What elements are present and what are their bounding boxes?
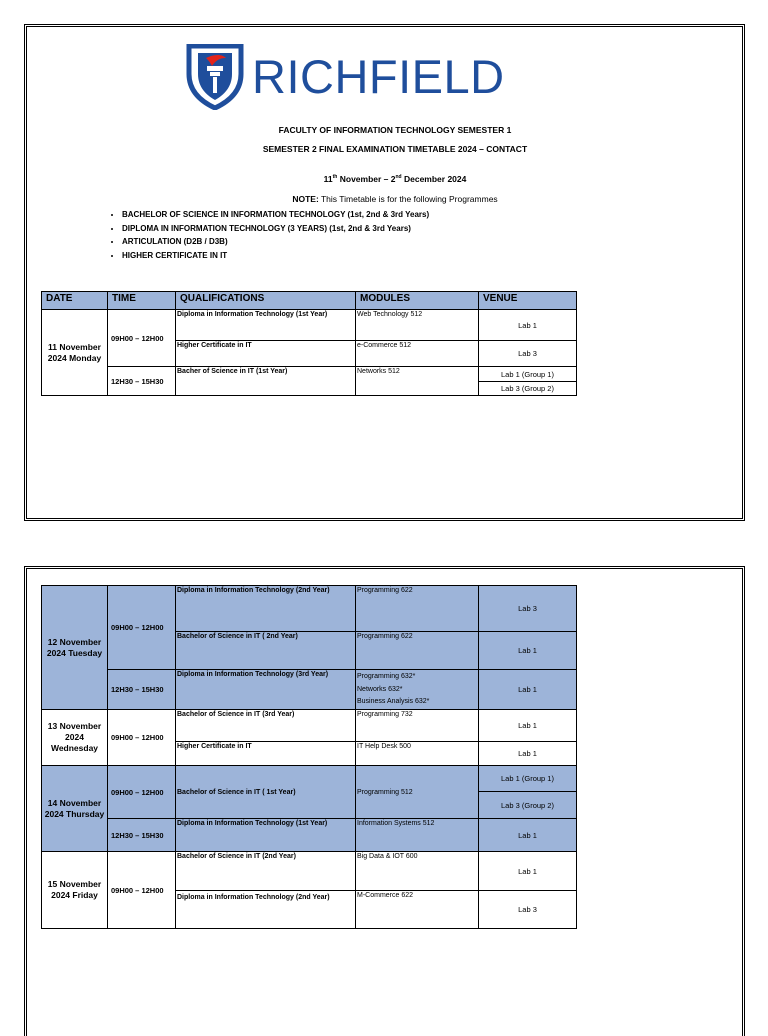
qualification-cell: Bachelor of Science in IT ( 1st Year) — [175, 765, 356, 819]
qualification-cell: Bachelor of Science in IT (2nd Year) — [175, 851, 356, 891]
module-cell: Programming 622 — [355, 585, 479, 632]
qualification-cell: Bachelor of Science in IT ( 2nd Year) — [175, 631, 356, 670]
venue-cell: Lab 1 — [478, 669, 577, 710]
timetable-title: SEMESTER 2 FINAL EXAMINATION TIMETABLE 2024 – CONTACT — [262, 144, 528, 154]
venue-cell: Lab 1 — [478, 709, 577, 742]
qualification-cell: Higher Certificate in IT — [175, 340, 356, 367]
module-cell — [355, 669, 479, 710]
faculty-title: FACULTY OF INFORMATION TECHNOLOGY SEMESTER 1 — [278, 125, 512, 135]
module-cell: Programming 622 — [355, 631, 479, 670]
time-cell: 09H00 – 12H00 — [107, 585, 176, 670]
qualification-cell: Diploma in Information Technology (2nd Year) — [175, 890, 356, 929]
venue-cell: Lab 1 — [478, 631, 577, 670]
column-header-modules: MODULES — [355, 291, 479, 310]
time-cell: 12H30 – 15H30 — [107, 818, 176, 852]
venue-cell: Lab 1 — [478, 851, 577, 891]
venue-cell: Lab 3 (Group 2) — [478, 381, 577, 396]
module-line: Networks 632* — [357, 685, 403, 693]
venue-cell: Lab 3 — [478, 585, 577, 632]
module-cell: Networks 512 — [355, 366, 479, 396]
date-cell: 13 November 2024 Wednesday — [41, 709, 108, 766]
venue-cell: Lab 3 — [478, 890, 577, 929]
qualification-cell: Diploma in Information Technology (2nd Year) — [175, 585, 356, 632]
module-line: Programming 632* — [357, 673, 416, 680]
qualification-cell: Higher Certificate in IT — [175, 741, 356, 766]
programme-item: • BACHELOR OF SCIENCE IN INFORMATION TECHNOLOGY (1st, 2nd & 3rd Years) — [122, 208, 429, 222]
venue-cell: Lab 3 (Group 2) — [478, 791, 577, 819]
time-cell: 09H00 – 12H00 — [107, 765, 176, 819]
column-header-date: DATE — [41, 291, 108, 310]
time-cell: 09H00 – 12H00 — [107, 851, 176, 929]
qualification-cell: Diploma in Information Technology (3rd Year) — [175, 669, 356, 710]
module-cell: e-Commerce 512 — [355, 340, 479, 367]
column-header-time: TIME — [107, 291, 176, 310]
time-cell: 12H30 – 15H30 — [107, 669, 176, 710]
venue-cell: Lab 1 — [478, 741, 577, 766]
column-header-venue: VENUE — [478, 291, 577, 310]
qualification-cell: Diploma in Information Technology (1st Year) — [175, 818, 356, 852]
module-line: Business Analysis 632* — [357, 698, 430, 705]
module-cell: Information Systems 512 — [355, 818, 479, 852]
shield-torch-icon — [186, 44, 246, 110]
date-cell: 12 November 2024 Tuesday — [41, 585, 108, 710]
column-header-qualifications: QUALIFICATIONS — [175, 291, 356, 310]
programme-item: • DIPLOMA IN INFORMATION TECHNOLOGY (3 YEARS) (1st, 2nd & 3rd Years) — [122, 222, 429, 236]
time-cell: 09H00 – 12H00 — [107, 709, 176, 766]
module-cell: M-Commerce 622 — [355, 890, 479, 929]
programmes-note: NOTE: This Timetable is for the following Programmes — [292, 194, 498, 204]
qualification-cell: Bacher of Science in IT (1st Year) — [175, 366, 356, 396]
date-cell: 14 November 2024 Thursday — [41, 765, 108, 852]
venue-cell: Lab 3 — [478, 340, 577, 367]
module-cell: Web Technology 512 — [355, 309, 479, 341]
time-cell: 12H30 – 15H30 — [107, 366, 176, 396]
module-cell: Programming 512 — [355, 765, 479, 819]
time-cell: 09H00 – 12H00 — [107, 309, 176, 367]
brand-wordmark: RICHFIELD — [252, 50, 505, 103]
date-cell: 15 November 2024 Friday — [41, 851, 108, 929]
module-cell: Programming 732 — [355, 709, 479, 742]
exam-period: 11th November – 2nd December 2024 — [323, 174, 467, 184]
programme-list — [104, 208, 429, 262]
venue-cell: Lab 1 (Group 1) — [478, 765, 577, 792]
venue-cell: Lab 1 — [478, 309, 577, 341]
venue-cell: Lab 1 — [478, 818, 577, 852]
module-cell: Big Data & IOT 600 — [355, 851, 479, 891]
programme-item: • HIGHER CERTIFICATE IN IT — [122, 249, 429, 263]
qualification-cell: Bachelor of Science in IT (3rd Year) — [175, 709, 356, 742]
venue-cell: Lab 1 (Group 1) — [478, 366, 577, 382]
module-cell: IT Help Desk 500 — [355, 741, 479, 766]
programme-item: • ARTICULATION (D2B / D3B) — [122, 235, 429, 249]
qualification-cell: Diploma in Information Technology (1st Year) — [175, 309, 356, 341]
date-cell: 11 November 2024 Monday — [41, 309, 108, 396]
